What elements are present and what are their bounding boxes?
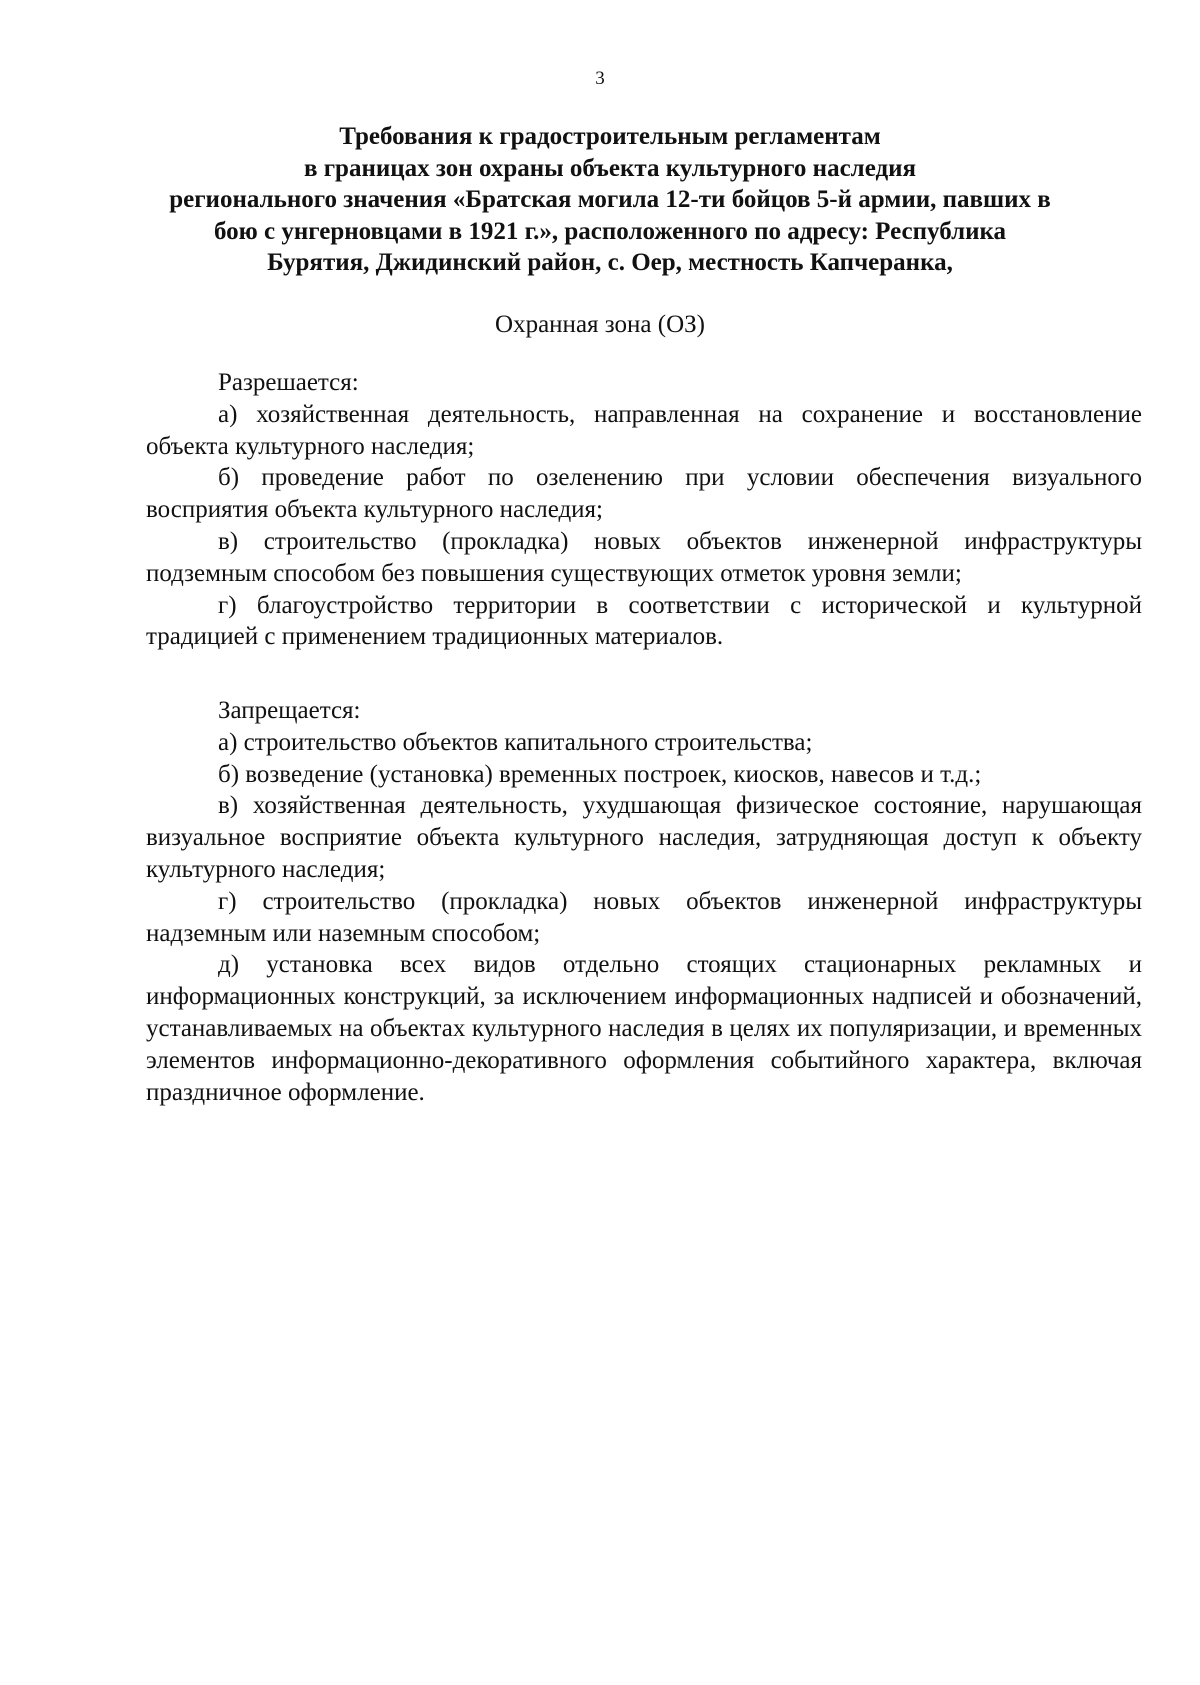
page-number: 3 <box>595 68 605 89</box>
title-line: Бурятия, Джидинский район, с. Оер, местность Капчеранка, <box>267 249 953 276</box>
forbidden-item: г) строительство (прокладка) новых объектов инженерной инфраструктуры надземным или наземным способом; <box>146 887 1142 947</box>
allowed-section <box>146 367 1142 653</box>
allowed-item: б) проведение работ по озеленению при условии обеспечения визуального восприятия объекта культурного наследия; <box>146 464 1142 524</box>
forbidden-item: в) хозяйственная деятельность, ухудшающая физическое состояние, нарушающая визуальное восприятие объекта культурного наследия, затрудняющая доступ к объекту культурного наследия; <box>146 792 1142 883</box>
title-line: регионального значения «Братская могила 12-ти бойцов 5-й армии, павших в <box>169 186 1051 213</box>
allowed-heading: Разрешается: <box>218 369 359 396</box>
title-line: Требования к градостроительным регламентам <box>339 123 881 150</box>
forbidden-item: а) строительство объектов капитального строительства; <box>218 728 813 756</box>
forbidden-item: б) возведение (установка) временных построек, киосков, навесов и т.д.; <box>218 760 982 788</box>
forbidden-heading: Запрещается: <box>218 697 361 724</box>
forbidden-item: д) установка всех видов отдельно стоящих стационарных рекламных и информационных конструкций, за исключением информационных надписей и обозначений, устанавливаемых на объектах культурного наследия в целях их популяризации, и временных элементов информационно-декоративного оформления событийного характера, включая праздничное оформление. <box>146 951 1142 1106</box>
title-line: бою с унгерновцами в 1921 г.», расположенного по адресу: Республика <box>213 217 1007 245</box>
zone-title: Охранная зона (ОЗ) <box>495 311 705 338</box>
allowed-item: г) благоустройство территории в соответствии с исторической и культурной традицией с применением традиционных материалов. <box>146 591 1142 651</box>
document-title <box>140 121 1080 279</box>
forbidden-section <box>146 695 1142 1108</box>
allowed-item: а) хозяйственная деятельность, направленная на сохранение и восстановление объекта культурного наследия; <box>146 400 1142 460</box>
allowed-item: в) строительство (прокладка) новых объектов инженерной инфраструктуры подземным способом без повышения существующих отметок уровня земли; <box>146 527 1142 587</box>
title-line: в границах зон охраны объекта культурного наследия <box>303 154 917 182</box>
